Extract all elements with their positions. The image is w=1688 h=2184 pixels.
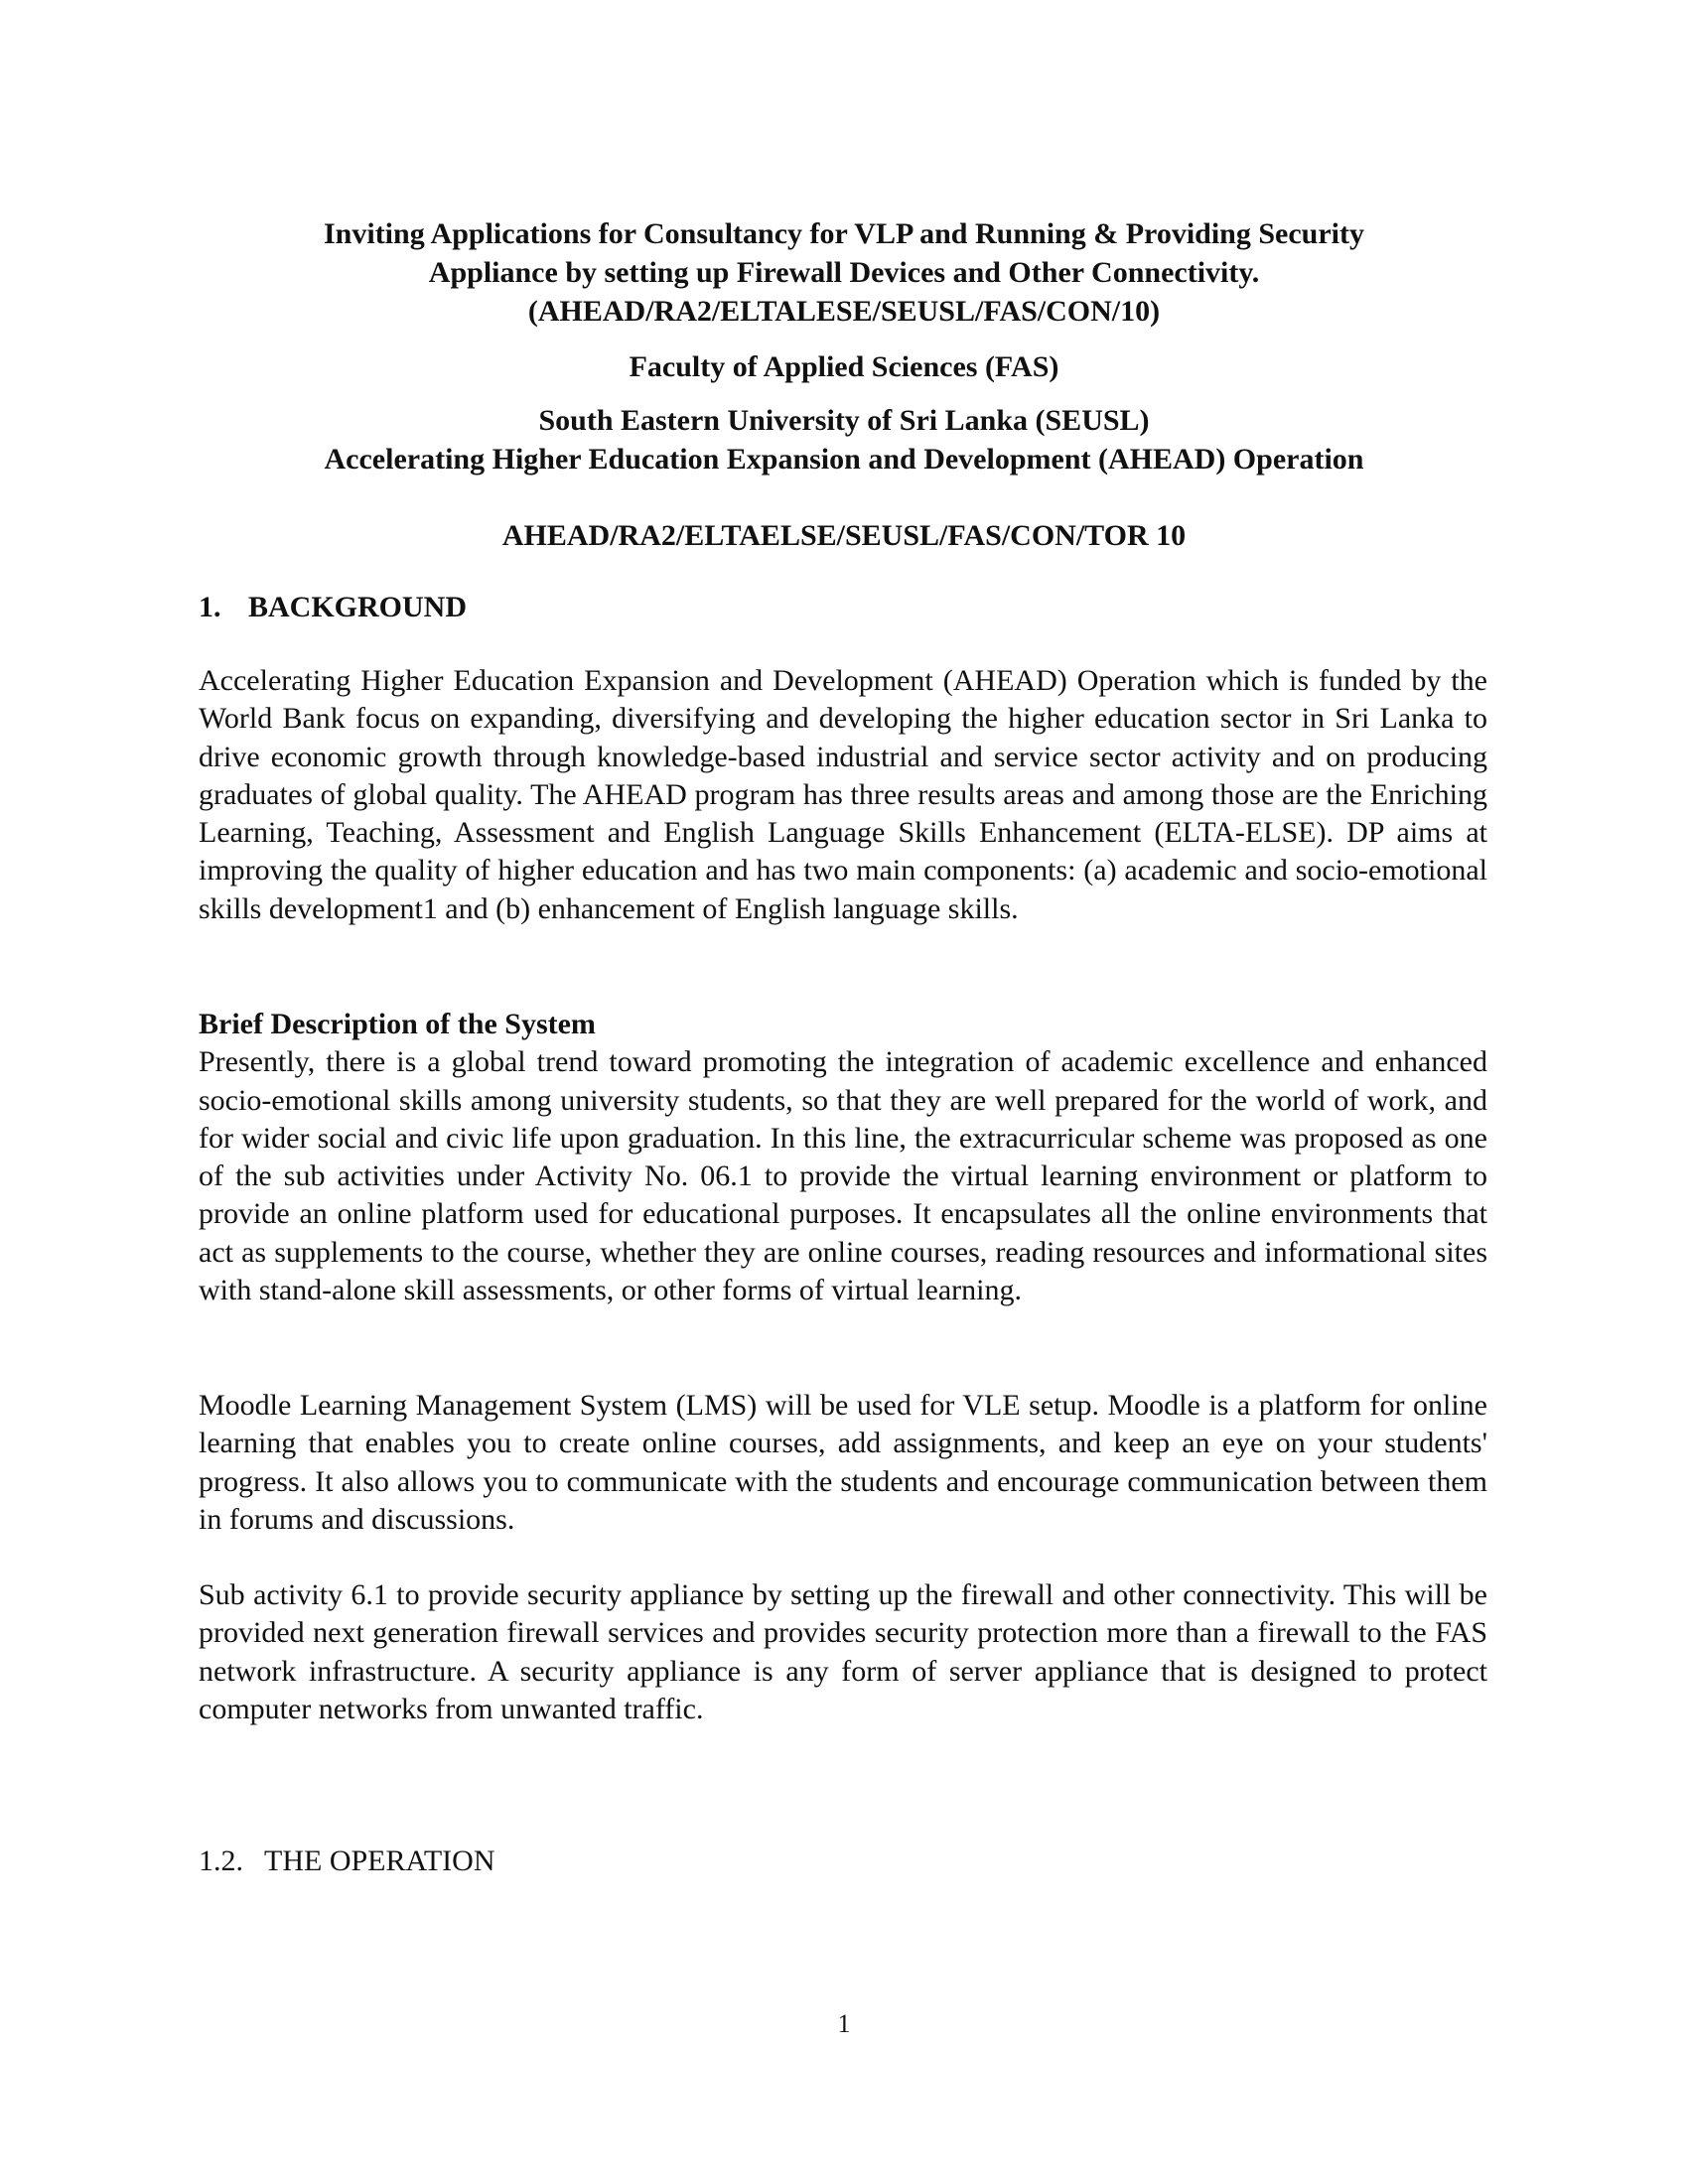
section-1-heading [199,588,467,626]
document-title [199,214,1489,331]
section-1-2-heading [199,1842,495,1880]
page-number: 1 [837,2009,851,2038]
university-block [199,401,1489,478]
university-line-1: South Eastern University of Sri Lanka (SEUSL) [538,404,1150,437]
system-description-block [199,1006,1487,1309]
system-description-paragraph-3: Sub activity 6.1 to provide security appliance by setting up the firewall and other connectivity. This will be provided next generation firewall services and provides security protection more than a firewall to the FAS network infrastructure. A security appliance is any form of server appliance that is designed to protect computer networks from unwanted traffic. [199,1578,1487,1725]
faculty-name [199,347,1489,386]
system-description-heading: Brief Description of the System [199,1008,596,1040]
title-line-2: Appliance by setting up Firewall Devices and Other Connectivity. [428,256,1260,289]
section-1-number: 1. [199,591,221,623]
section-1-2-number: 1.2. [199,1844,243,1877]
background-paragraph: Accelerating Higher Education Expansion and Development (AHEAD) Operation which is funded by the World Bank focus on expanding, diversifying and developing the higher education sector in Sri Lanka to drive economic growth through knowledge-based industrial and service sector activity and on producing graduates of global quality. The AHEAD program has three results areas and among those are the Enriching Learning, Teaching, Assessment and English Language Skills Enhancement (ELTA-ELSE). DP aims at improving the quality of higher education and has two main components: (a) academic and socio-emotional skills development1 and (b) enhancement of English language skills. [199,664,1487,925]
title-line-1: Inviting Applications for Consultancy for VLP and Running & Providing Security [324,217,1364,250]
section-1-2-title: THE OPERATION [264,1844,495,1877]
section-1-title: BACKGROUND [248,591,468,623]
system-description-paragraph-2: Moodle Learning Management System (LMS) will be used for VLE setup. Moodle is a platform for online learning that enables you to create online courses, add assignments, and keep an eye on your students' progress. It also allows you to communicate with the students and encourage communication between them in forums and discussions. [199,1389,1487,1536]
system-description-paragraph-1: Presently, there is a global trend toward promoting the integration of academic excellence and enhanced socio-emotional skills among university students, so that they are well prepared for the world of work, and for wider social and civic life upon graduation. In this line, the extracurricular scheme was proposed as one of the sub activities under Activity No. 06.1 to provide the virtual learning environment or platform to provide an online platform used for educational purposes. It encapsulates all the online environments that act as supplements to the course, whether they are online courses, reading resources and informational sites with stand-alone skill assessments, or other forms of virtual learning. [199,1045,1487,1307]
reference-code [199,516,1489,555]
faculty-line: Faculty of Applied Sciences (FAS) [629,350,1059,383]
reference-line: AHEAD/RA2/ELTAELSE/SEUSL/FAS/CON/TOR 10 [501,519,1187,552]
title-line-3: (AHEAD/RA2/ELTALESE/SEUSL/FAS/CON/10) [527,295,1161,328]
university-line-2: Accelerating Higher Education Expansion and Development (AHEAD) Operation [324,443,1364,476]
